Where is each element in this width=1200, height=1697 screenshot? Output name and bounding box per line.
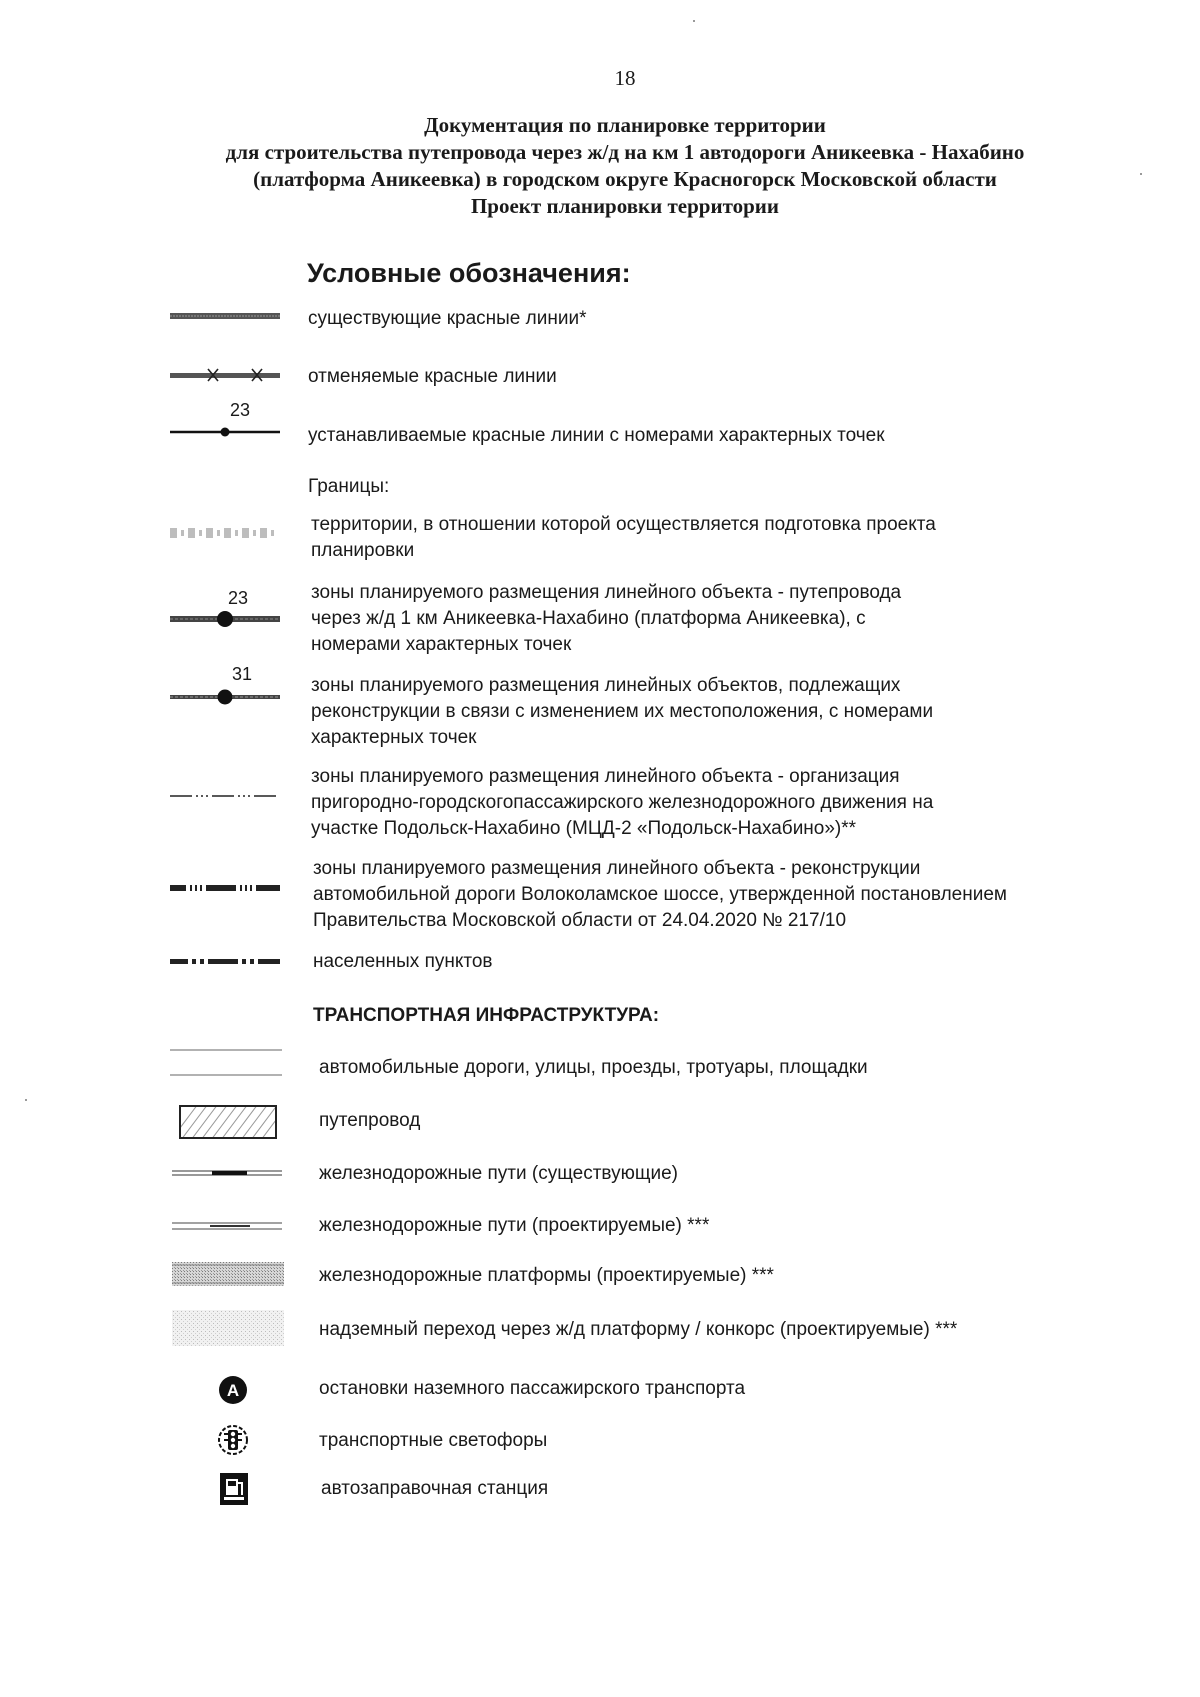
bus-stops-label: остановки наземного пассажирского транспорта xyxy=(319,1378,746,1399)
existing-red-lines-symbol xyxy=(170,311,280,321)
overpass-symbol xyxy=(178,1104,278,1140)
cancelled-red-lines-label: отменяемые красные линии xyxy=(308,366,557,387)
scan-mark xyxy=(25,1099,27,1101)
volokolamsk-zone-symbol xyxy=(170,884,280,892)
established-point-number: 23 xyxy=(230,400,251,420)
borders-heading: Границы: xyxy=(308,476,390,497)
existing-red-lines-label: существующие красные линии* xyxy=(308,308,587,329)
header-line-2: для строительства путепровода через ж/д на км 1 автодороги Аникеевка - Нахабино xyxy=(225,140,1025,164)
reconstruction-zone-label: зоны планируемого размещения линейных объектов, подлежащих реконструкции в связи с изменением их местоположения, с номерами характерных точек xyxy=(311,675,934,748)
roads-symbol xyxy=(170,1048,282,1078)
reconstruction-zone-symbol xyxy=(170,688,280,706)
reconstruction-zone-point-number: 31 xyxy=(232,664,253,684)
legend-title: Условные обозначения: xyxy=(307,258,631,288)
overpass-zone-point-number: 23 xyxy=(228,588,249,608)
traffic-lights-label: транспортные светофоры xyxy=(319,1430,548,1451)
rail-existing-symbol xyxy=(172,1168,282,1178)
document-header xyxy=(0,112,1200,220)
gas-station-label: автозаправочная станция xyxy=(321,1478,549,1499)
rail-projected-label: железнодорожные пути (проектируемые) *** xyxy=(319,1215,710,1236)
header-line-4: Проект планировки территории xyxy=(470,194,780,218)
gas-station-icon xyxy=(220,1473,248,1505)
territory-border-symbol xyxy=(170,527,280,539)
header-line-3: (платформа Аникеевка) в городском округе Красногорск Московской области xyxy=(253,167,997,191)
established-red-lines-label: устанавливаемые красные линии с номерами характерных точек xyxy=(308,425,885,446)
rail-existing-label: железнодорожные пути (существующие) xyxy=(319,1163,678,1184)
volokolamsk-zone-label: зоны планируемого размещения линейного объекта - реконструкции автомобильной дороги Волоколамское шоссе, утвержденной постановлением Правительства Московской области от 24.04.2020 № 217/10 xyxy=(313,858,1007,931)
mcd-rail-zone-label: зоны планируемого размещения линейного объекта - организация пригородно-городскогопассажирского железнодорожного движения на участке Подольск-Нахабино (МЦД-2 «Подольск-Нахабино»)** xyxy=(311,766,934,839)
footbridge-label: надземный переход через ж/д платформу / конкорс (проектируемые) *** xyxy=(319,1319,958,1340)
mcd-rail-zone-symbol xyxy=(170,792,280,800)
overpass-label: путепровод xyxy=(319,1110,421,1131)
rail-projected-symbol xyxy=(172,1221,282,1231)
settlements-border-symbol xyxy=(170,957,280,965)
platforms-label: железнодорожные платформы (проектируемые) *** xyxy=(319,1265,774,1286)
established-red-lines-symbol xyxy=(170,425,280,439)
roads-label: автомобильные дороги, улицы, проезды, тротуары, площадки xyxy=(319,1057,868,1078)
page-number: 18 xyxy=(614,66,636,90)
platforms-symbol xyxy=(172,1262,284,1286)
territory-border-label: территории, в отношении которой осуществляется подготовка проекта планировки xyxy=(311,514,936,561)
overpass-zone-label: зоны планируемого размещения линейного объекта - путепровода через ж/д 1 км Аникеевка-Нахабино (платформа Аникеевка), с номерами характерных точек xyxy=(311,582,902,655)
transport-heading: ТРАНСПОРТНАЯ ИНФРАСТРУКТУРА: xyxy=(313,1005,660,1026)
bus-stop-letter: A xyxy=(226,1381,240,1400)
header-line-1: Документация по планировке территории xyxy=(424,113,826,137)
bus-stop-icon xyxy=(218,1375,248,1405)
cancelled-red-lines-symbol xyxy=(170,368,280,382)
scan-mark xyxy=(693,20,695,22)
settlements-border-label: населенных пунктов xyxy=(313,951,493,972)
traffic-light-icon xyxy=(217,1424,249,1456)
footbridge-symbol xyxy=(172,1310,284,1346)
overpass-zone-symbol xyxy=(170,609,280,629)
